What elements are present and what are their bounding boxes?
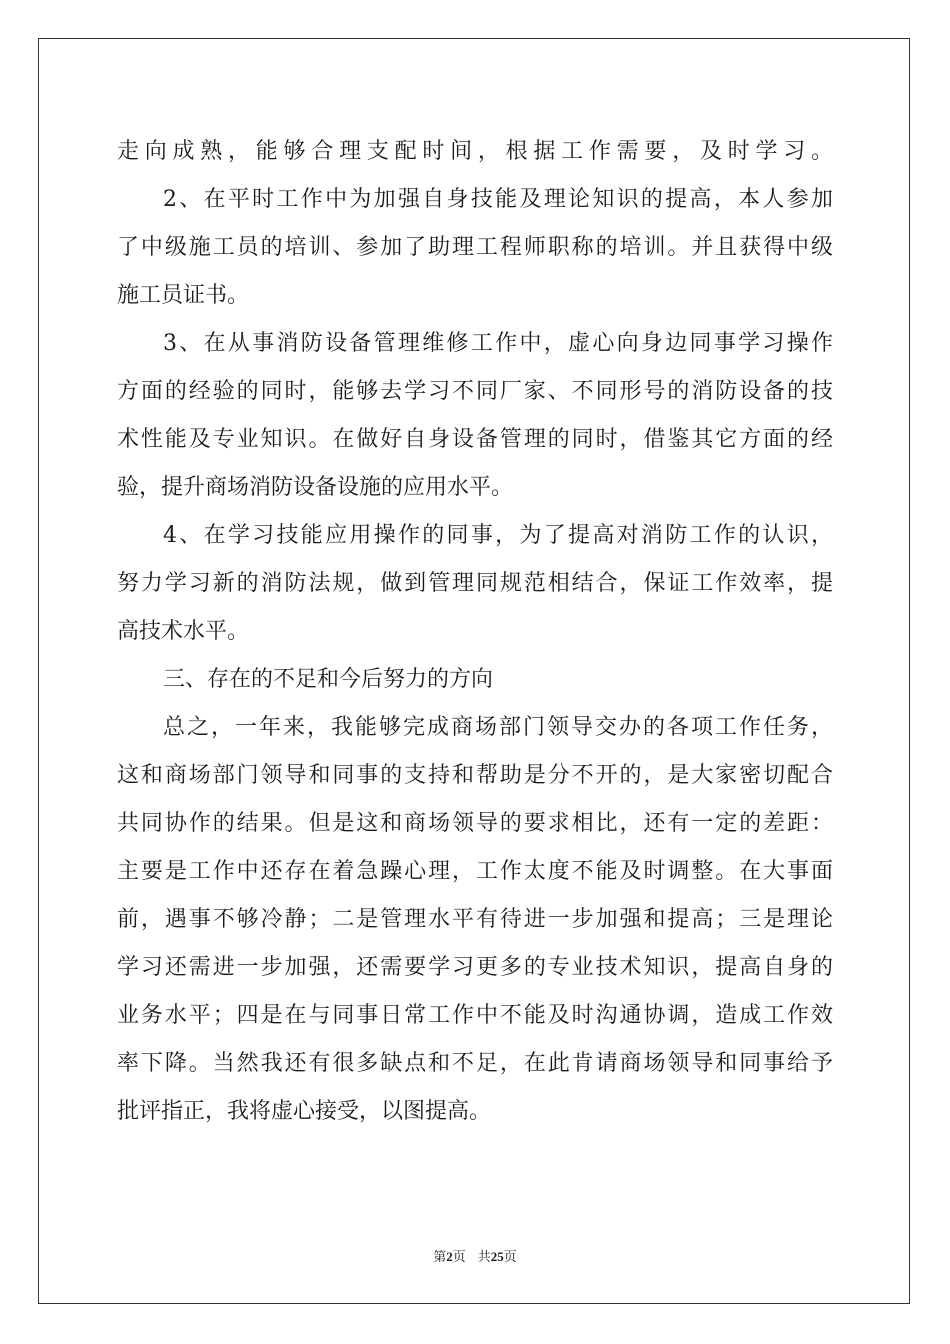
page-label-suffix: 页 xyxy=(452,1250,466,1265)
text-line: 施工员证书。 xyxy=(117,283,250,308)
text-line: 前，遇事不够冷静；二是管理水平有待进一步加强和提高；三是理论 xyxy=(117,907,833,932)
text-line: 批评指正，我将虚心接受，以图提高。 xyxy=(117,1099,492,1124)
text-line: 走向成熟，能够合理支配时间，根据工作需要，及时学习。 xyxy=(117,139,833,164)
text-line: 努力学习新的消防法规，做到管理同规范相结合，保证工作效率，提 xyxy=(117,571,833,596)
paragraph-first-line: 4、在学习技能应用操作的同事，为了提高对消防工作的认识， xyxy=(163,523,833,548)
text-line: 方面的经验的同时，能够去学习不同厂家、不同形号的消防设备的技 xyxy=(117,379,833,404)
text-line: 术性能及专业知识。在做好自身设备管理的同时，借鉴其它方面的经 xyxy=(117,427,833,452)
page-label-prefix: 第 xyxy=(433,1250,447,1265)
text-line: 率下降。当然我还有很多缺点和不足，在此肯请商场领导和同事给予 xyxy=(117,1051,833,1076)
paragraph-first-line: 3、在从事消防设备管理维修工作中，虚心向身边同事学习操作 xyxy=(163,331,833,356)
total-pages: 25 xyxy=(490,1249,504,1264)
text-line: 共同协作的结果。但是这和商场领导的要求相比，还有一定的差距： xyxy=(117,811,833,836)
paragraph-first-line: 2、在平时工作中为加强自身技能及理论知识的提高，本人参加 xyxy=(163,187,833,212)
text-line: 这和商场部门领导和同事的支持和帮助是分不开的，是大家密切配合 xyxy=(117,763,833,788)
section-heading: 三、存在的不足和今后努力的方向 xyxy=(163,667,494,692)
text-line: 验，提升商场消防设备设施的应用水平。 xyxy=(117,475,514,500)
total-label-suffix: 页 xyxy=(503,1250,517,1265)
page-footer xyxy=(0,1248,950,1267)
text-line: 高技术水平。 xyxy=(117,619,250,644)
paragraph-first-line: 总之，一年来，我能够完成商场部门领导交办的各项工作任务， xyxy=(163,715,833,740)
text-line: 业务水平；四是在与同事日常工作中不能及时沟通协调，造成工作效 xyxy=(117,1003,833,1028)
text-line: 主要是工作中还存在着急躁心理，工作太度不能及时调整。在大事面 xyxy=(117,859,833,884)
text-line: 学习还需进一步加强，还需要学习更多的专业技术知识，提高自身的 xyxy=(117,955,833,980)
text-line: 了中级施工员的培训、参加了助理工程师职称的培训。并且获得中级 xyxy=(117,235,833,260)
total-label-prefix: 共 xyxy=(477,1250,491,1265)
page-number: 2 xyxy=(446,1249,453,1264)
